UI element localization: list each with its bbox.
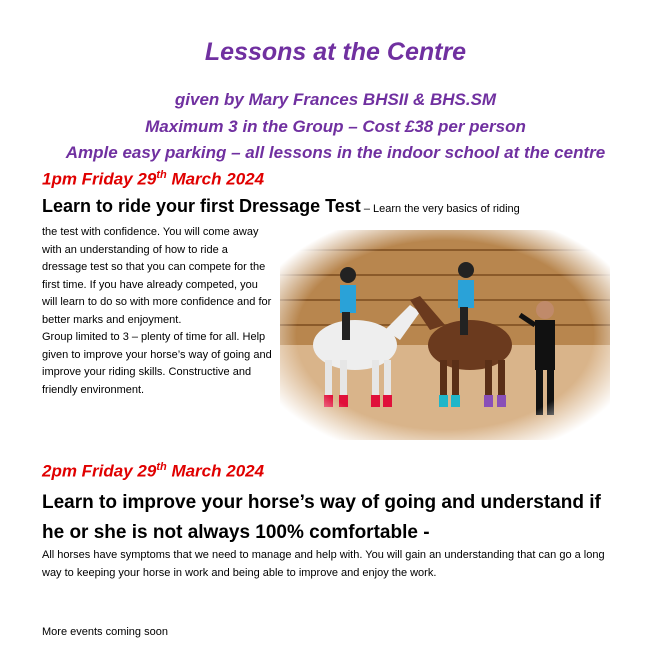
event1-group-text: Group limited to 3 – plenty of time for all. Help given to improve your horse’s way of going and improve your riding skills. Constructive and friendly environment.	[42, 331, 272, 396]
event2-date: 2pm Friday 29th March 2024	[42, 461, 265, 481]
event2-body	[42, 547, 622, 582]
parking-line: Ample easy parking – all lessons in the indoor school at the centre	[65, 143, 606, 162]
event2-description: All horses have symptoms that we need to manage and help with. You will gain an understanding that can go a long way to keeping your horse in work and being able to improve and enjoy the work.	[42, 549, 605, 579]
event1-intro	[42, 198, 622, 219]
page-title: Lessons at the Centre	[204, 38, 467, 66]
footer-note: More events coming soon	[42, 626, 168, 638]
event1-lead-text: the test with confidence. You will come away with an understanding of how to ride a dressage test so that you can compete for the first time. If you have already competed, you will learn to do so with more confidence and for better marks and enjoyment.	[42, 226, 272, 326]
horse-riders-image	[280, 230, 610, 440]
event2-intro	[42, 488, 622, 548]
group-cost-line: Maximum 3 in the Group – Cost £38 per person	[145, 117, 526, 136]
dressage-lesson-photo	[280, 230, 610, 440]
event1-date: 1pm Friday 29th March 2024	[42, 169, 265, 189]
event1-body	[42, 224, 272, 399]
event2-heading: Learn to improve your horse’s way of going and understand if he or she is not always 100% comfortable -	[42, 492, 601, 543]
event1-heading: Learn to ride your first Dressage Test	[42, 196, 361, 216]
event1-description-start: – Learn the very basics of riding	[363, 203, 520, 215]
instructor-line: given by Mary Frances BHSII & BHS.SM	[174, 90, 497, 109]
